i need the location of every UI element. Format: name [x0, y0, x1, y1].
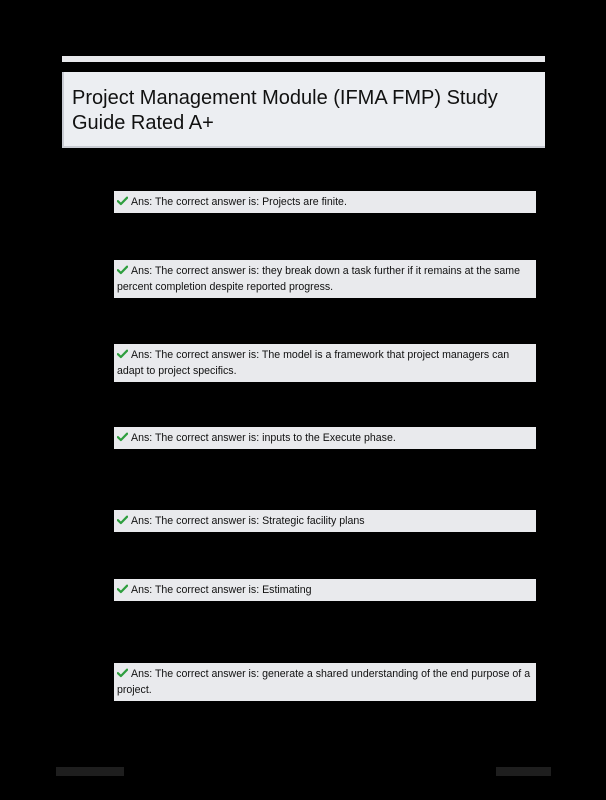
title-box	[62, 72, 545, 148]
check-icon	[117, 515, 128, 525]
answer-box	[114, 510, 536, 532]
header-rule	[62, 56, 545, 62]
answer-text: Ans: The correct answer is: Strategic facility plans	[131, 515, 365, 527]
check-icon	[117, 265, 128, 275]
answer-text: Ans: The correct answer is: inputs to the Execute phase.	[131, 432, 396, 444]
answer-text: Ans: The correct answer is: generate a shared understanding of the end purpose of a project.	[117, 668, 531, 696]
answer-box	[114, 344, 536, 382]
answer-box	[114, 191, 536, 213]
answer-box	[114, 663, 536, 701]
answer-text: Ans: The correct answer is: they break down a task further if it remains at the same percent completion despite reported progress.	[117, 265, 520, 293]
footer-page-number	[496, 767, 551, 776]
check-icon	[117, 349, 128, 359]
check-icon	[117, 668, 128, 678]
document-title: Project Management Module (IFMA FMP) Study Guide Rated A+	[72, 87, 498, 134]
answer-text: Ans: The correct answer is: Estimating	[131, 584, 312, 596]
check-icon	[117, 432, 128, 442]
check-icon	[117, 584, 128, 594]
answer-box	[114, 579, 536, 601]
check-icon	[117, 196, 128, 206]
answer-text: Ans: The correct answer is: Projects are finite.	[131, 196, 347, 208]
answer-box	[114, 260, 536, 298]
footer-left-text	[56, 767, 124, 776]
answer-text: Ans: The correct answer is: The model is a framework that project managers can adapt to project specifics.	[117, 349, 510, 377]
answer-box	[114, 427, 536, 449]
